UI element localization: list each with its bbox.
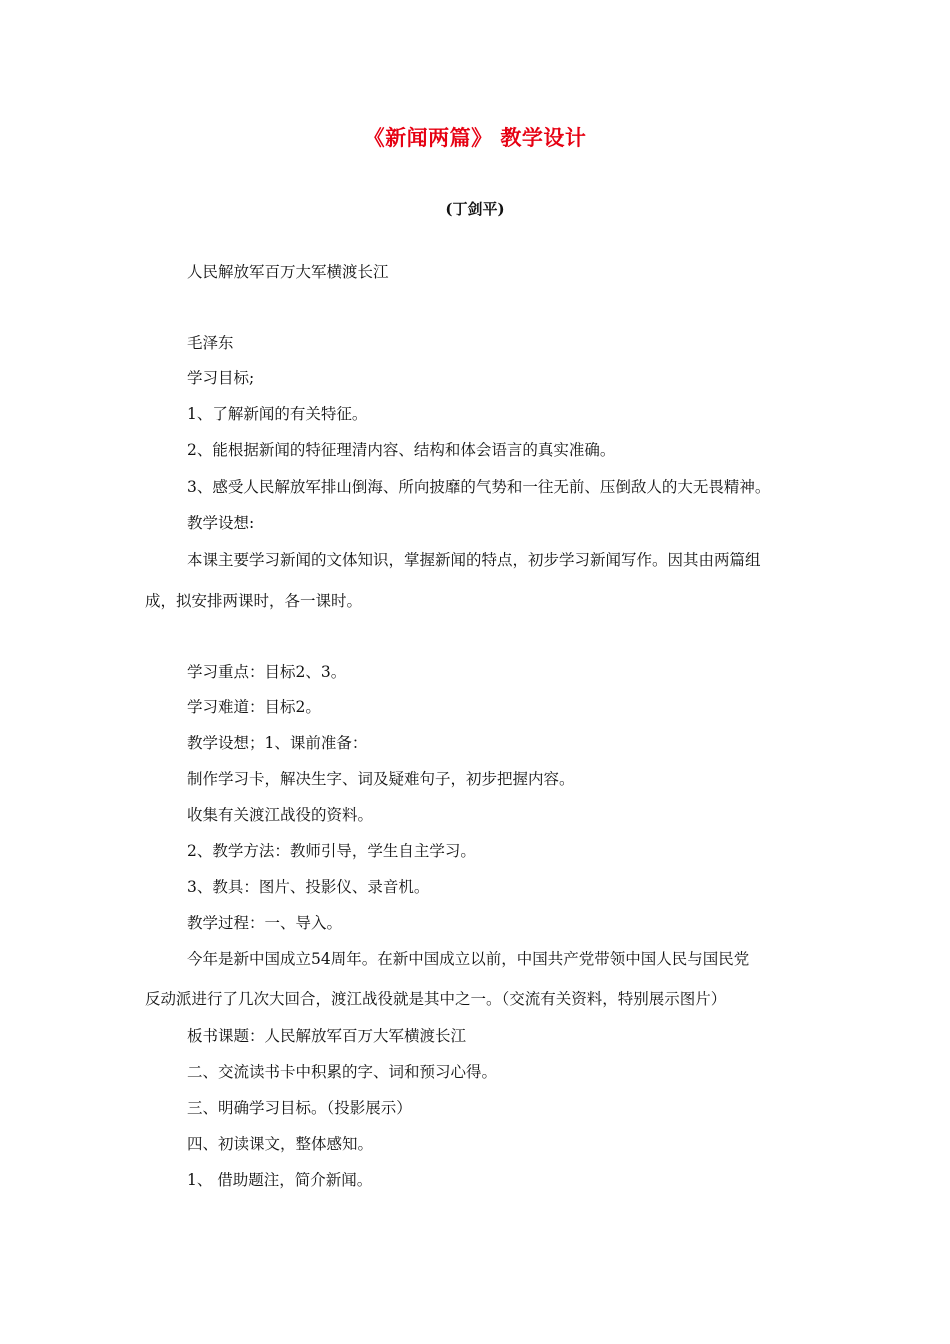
paragraph-preparation: 教学设想；1、课前准备： (187, 734, 368, 752)
paragraph-difficulties: 学习难道：目标2。 (187, 698, 321, 716)
paragraph-goal-3: 3、感受人民解放军排山倒海、所向披靡的气势和一往无前、压倒敌人的大无畏精神。 (187, 478, 771, 496)
paragraph-teaching-aids: 3、教具：图片、投影仪、录音机。 (187, 878, 430, 896)
paragraph-teaching-idea: 教学设想: (187, 514, 255, 532)
paragraph-blackboard-title: 板书课题：人民解放军百万大军横渡长江 (187, 1027, 467, 1045)
paragraph-step-4-1: 1、 借助题注，简介新闻。 (187, 1171, 373, 1189)
paragraph-intro-line-2: 反动派进行了几次大回合，渡江战役就是其中之一。（交流有关资料，特别展示图片） (145, 990, 727, 1008)
paragraph-goal-2: 2、能根据新闻的特征理清内容、结构和体会语言的真实准确。 (187, 441, 616, 459)
paragraph-key-points: 学习重点：目标2、3。 (187, 663, 347, 681)
paragraph-teaching-method: 2、教学方法：教师引导，学生自主学习。 (187, 842, 476, 860)
document-title: 《新闻两篇》 教学设计 (363, 125, 587, 150)
paragraph-goal-1: 1、了解新闻的有关特征。 (187, 405, 368, 423)
paragraph-step-2: 二、交流读书卡中积累的字、词和预习心得。 (187, 1063, 498, 1081)
paragraph-summary-line-2: 成，拟安排两课时，各一课时。 (145, 592, 363, 610)
paragraph-study-card: 制作学习卡，解决生字、词及疑难句子，初步把握内容。 (187, 770, 575, 788)
paragraph-step-4: 四、初读课文，整体感知。 (187, 1135, 374, 1153)
paragraph-collect-materials: 收集有关渡江战役的资料。 (187, 806, 374, 824)
paragraph-learning-goals: 学习目标; (187, 369, 255, 387)
paragraph-article-author: 毛泽东 (187, 334, 234, 352)
paragraph-intro-line-1: 今年是新中国成立54周年。在新中国成立以前，中国共产党带领中国人民与国民党 (187, 950, 750, 968)
paragraph-teaching-process: 教学过程：一、导入。 (187, 914, 343, 932)
paragraph-step-3: 三、明确学习目标。（投影展示） (187, 1099, 412, 1117)
document-author: (丁剑平) (445, 200, 505, 218)
paragraph-article-title: 人民解放军百万大军横渡长江 (187, 263, 389, 281)
paragraph-summary-line-1: 本课主要学习新闻的文体知识，掌握新闻的特点，初步学习新闻写作。因其由两篇组 (187, 551, 761, 569)
